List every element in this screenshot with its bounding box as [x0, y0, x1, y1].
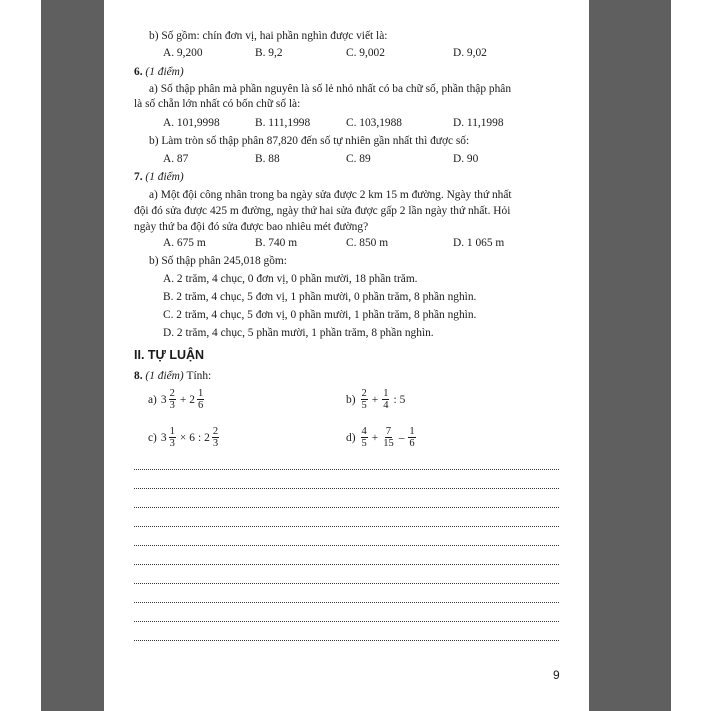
option-a: A. 101,9998 [163, 117, 220, 129]
operator: + [371, 393, 379, 406]
expression-label: d) [346, 431, 356, 444]
denominator: 15 [383, 438, 394, 449]
question-points: (1 điểm) [145, 171, 184, 183]
number: 6 [189, 431, 195, 444]
question-number: 8. [134, 370, 143, 382]
question-points: (1 điểm) [145, 66, 184, 78]
expression-label: b) [346, 393, 356, 406]
question-6-heading [134, 65, 184, 79]
fraction [361, 388, 368, 411]
answer-line [134, 507, 559, 508]
fraction [197, 388, 204, 411]
question-7a-line-3: ngày thứ ba đội đó sửa được bao nhiêu mét đường? [134, 221, 369, 233]
fraction [408, 426, 415, 449]
whole-number: 3 [160, 431, 167, 444]
whole-number: 3 [160, 393, 167, 406]
option-d: D. 1 065 m [453, 237, 505, 249]
section-heading: II. TỰ LUẬN [134, 348, 205, 362]
whole-number: 2 [204, 431, 210, 444]
question-instruction: Tính: [186, 370, 212, 382]
expression-c [148, 426, 220, 449]
numerator: 2 [169, 388, 175, 399]
option-a: A. 87 [163, 153, 189, 165]
option-c: C. 89 [346, 153, 371, 165]
answer-line [134, 583, 559, 584]
operator: × [179, 431, 187, 444]
answer-line [134, 545, 559, 546]
answer-line [134, 488, 559, 489]
option-d: D. 11,1998 [453, 117, 504, 129]
denominator: 6 [197, 400, 204, 411]
numerator: 1 [383, 388, 389, 399]
numerator: 2 [212, 426, 219, 437]
operator: : [197, 431, 202, 444]
expression-d [346, 426, 417, 449]
denominator: 5 [361, 438, 367, 449]
question-number: 7. [134, 171, 143, 183]
question-7a-line-1: a) Một đội công nhân trong ba ngày sửa được 2 km 15 m đường. Ngày thứ nhất [149, 189, 512, 201]
number: 5 [399, 393, 406, 406]
numerator: 1 [409, 426, 415, 437]
operator: + [179, 393, 187, 406]
option-b: B. 9,2 [255, 47, 283, 59]
numerator: 7 [385, 426, 392, 437]
option-b: B. 88 [255, 153, 280, 165]
answer-line [134, 564, 559, 565]
option-c: C. 2 trăm, 4 chục, 5 đơn vị, 0 phần mười, 1 phần trăm, 8 phần nghìn. [163, 309, 477, 321]
denominator: 3 [169, 400, 175, 411]
question-6a-line-2: là số chẵn lớn nhất có bốn chữ số là: [134, 98, 301, 110]
answer-line [134, 640, 559, 641]
viewer-left-margin [41, 0, 104, 711]
answer-line [134, 621, 559, 622]
expression-label: c) [148, 431, 157, 444]
option-a: A. 9,200 [163, 47, 203, 59]
option-c: C. 103,1988 [346, 117, 403, 129]
question-7-heading [134, 170, 184, 184]
question-6b-text: b) Làm tròn số thập phân 87,820 đến số tự nhiên gần nhất thì được số: [149, 135, 470, 147]
denominator: 3 [169, 438, 175, 449]
page-number: 9 [553, 668, 560, 682]
denominator: 5 [361, 400, 367, 411]
option-d: D. 9,02 [453, 47, 487, 59]
question-5b-text: b) Số gồm: chín đơn vị, hai phần nghìn được viết là: [149, 30, 388, 42]
operator: + [371, 431, 379, 444]
option-a: A. 675 m [163, 237, 206, 249]
expression-a [148, 388, 205, 411]
fraction [382, 426, 395, 449]
fraction [169, 426, 176, 449]
whole-number: 2 [189, 393, 195, 406]
denominator: 4 [383, 400, 389, 411]
operator: – [398, 431, 405, 444]
option-d: D. 2 trăm, 4 chục, 5 phần mười, 1 phần trăm, 8 phần nghìn. [163, 327, 434, 339]
numerator: 1 [197, 388, 204, 399]
answer-line [134, 469, 559, 470]
option-b: B. 740 m [255, 237, 298, 249]
fraction [382, 388, 389, 411]
fraction [361, 426, 368, 449]
answer-line [134, 602, 559, 603]
option-a: A. 2 trăm, 4 chục, 0 đơn vị, 0 phần mười, 18 phần trăm. [163, 273, 418, 285]
denominator: 6 [409, 438, 415, 449]
answer-line [134, 526, 559, 527]
option-c: C. 9,002 [346, 47, 385, 59]
option-b: B. 2 trăm, 4 chục, 5 đơn vị, 1 phần mười, 0 phần trăm, 8 phần nghìn. [163, 291, 477, 303]
denominator: 3 [212, 438, 219, 449]
fraction [212, 426, 219, 449]
fraction [169, 388, 176, 411]
option-c: C. 850 m [346, 237, 389, 249]
option-d: D. 90 [453, 153, 479, 165]
option-b: B. 111,1998 [255, 117, 311, 129]
numerator: 1 [169, 426, 175, 437]
expression-b [346, 388, 405, 411]
operator: : [393, 393, 397, 406]
question-points: (1 điểm) [145, 370, 184, 382]
viewer-right-margin [589, 0, 671, 711]
numerator: 4 [361, 426, 367, 437]
question-6a-line-1: a) Số thập phân mà phần nguyên là số lẻ nhỏ nhất có ba chữ số, phần thập phân [149, 83, 512, 95]
expression-label: a) [148, 393, 157, 406]
question-number: 6. [134, 66, 143, 78]
question-8-heading [134, 369, 211, 383]
question-7a-line-2: đội đó sửa được 425 m đường, ngày thứ hai sửa được gấp 2 lần ngày thứ nhất. Hỏi [134, 205, 511, 217]
question-7b-text: b) Số thập phân 245,018 gồm: [149, 255, 287, 267]
numerator: 2 [361, 388, 367, 399]
